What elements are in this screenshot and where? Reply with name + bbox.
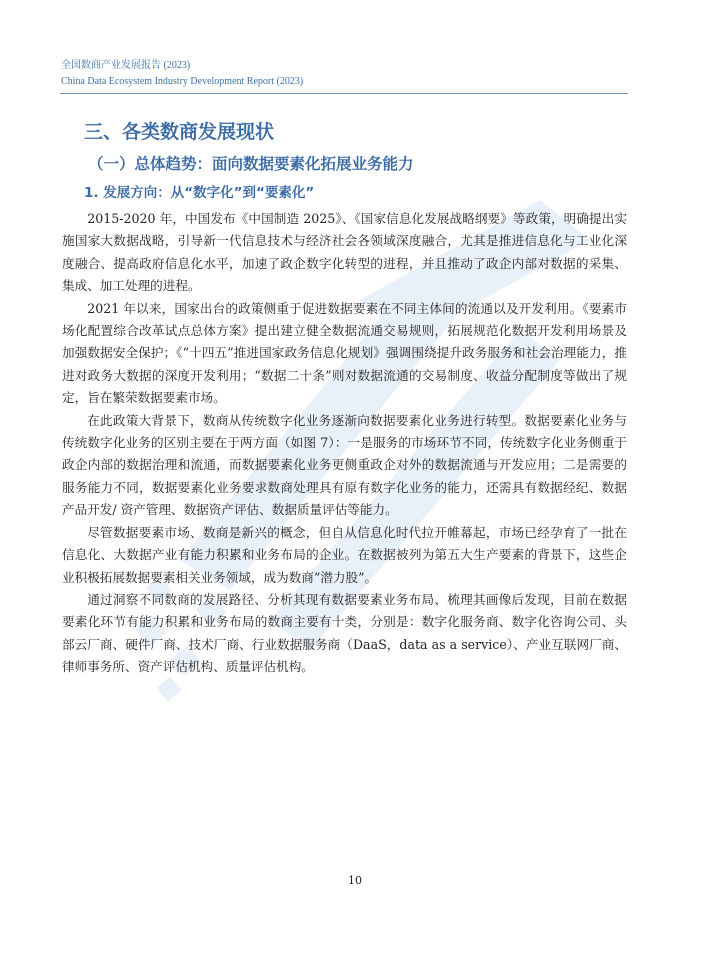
paragraph: 2021 年以来，国家出台的政策侧重于促进数据要素在不同主体间的流通以及开发利用。《要素市场化配置综合改革试点总体方案》提出建立健全数据流通交易规则，拓展规范化数据开发利用场景及加强数据安全保护；《“十四五”推进国家政务信息化规划》强调围绕提升政务服务和社会治理能力，推进对政务大数据的深度开发利用；“数据二十条”则对数据流通的交易制度、收益分配制度等做出了规定，旨在繁荣数据要素市场。 (62, 300, 627, 406)
paragraph: 通过洞察不同数商的发展路径、分析其现有数据要素业务布局、梳理其画像后发现，目前在数据要素化环节有能力积累和业务布局的数商主要有十类，分别是：数字化服务商、数字化咨询公司、头部云厂商、硬件厂商、技术厂商、行业数据服务商（DaaS，data as a service）、产业互联网厂商、律师事务所、资产评估机构、质量评估机构。 (62, 591, 627, 675)
header-title-cn: 全国数商产业发展报告 (2023) (61, 60, 191, 71)
subsection-heading: （一）总体趋势：面向数据要素化拓展业务能力 (88, 155, 414, 173)
subsubsection-heading: 1. 发展方向：从“数字化”到“要素化” (84, 185, 315, 201)
header-title-en: China Data Ecosystem Industry Development Report (2023) (61, 76, 304, 87)
page-number: 10 (348, 874, 362, 887)
paragraph: 2015-2020 年，中国发布《中国制造 2025》、《国家信息化发展战略纲要》等政策，明确提出实施国家大数据战略，引导新一代信息技术与经济社会各领域深度融合，尤其是推进信息化与工业化深度融合、提高政府信息化水平，加速了政企数字化转型的进程，并且推动了政企内部对数据的采集、集成、加工处理的进程。 (62, 211, 627, 294)
section-heading: 三、各类数商发展现状 (84, 121, 275, 143)
paragraph: 在此政策大背景下，数商从传统数字化业务逐渐向数据要素化业务进行转型。数据要素化业务与传统数字化业务的区别主要在于两方面（如图 7）：一是服务的市场环节不同，传统数字化业务侧重于政企内部的数据治理和流通，而数据要素化业务更侧重政企对外的数据流通与开发应用；二是需要的服务能力不同，数据要素化业务要求数商处理具有原有数字化业务的能力，还需具有数据经纪、数据产品开发/ 资产管理、数据资产评估、数据质量评估等能力。 (62, 412, 627, 518)
header-divider (60, 93, 628, 94)
body-text (62, 208, 627, 679)
running-header (61, 58, 303, 90)
paragraph: 尽管数据要素市场、数商是新兴的概念，但自从信息化时代拉开帷幕起，市场已经孕育了一批在信息化、大数据产业有能力积累和业务布局的企业。在数据被列为第五大生产要素的背景下，这些企业积极拓展数据要素相关业务领域，成为数商“潜力股”。 (62, 524, 627, 585)
